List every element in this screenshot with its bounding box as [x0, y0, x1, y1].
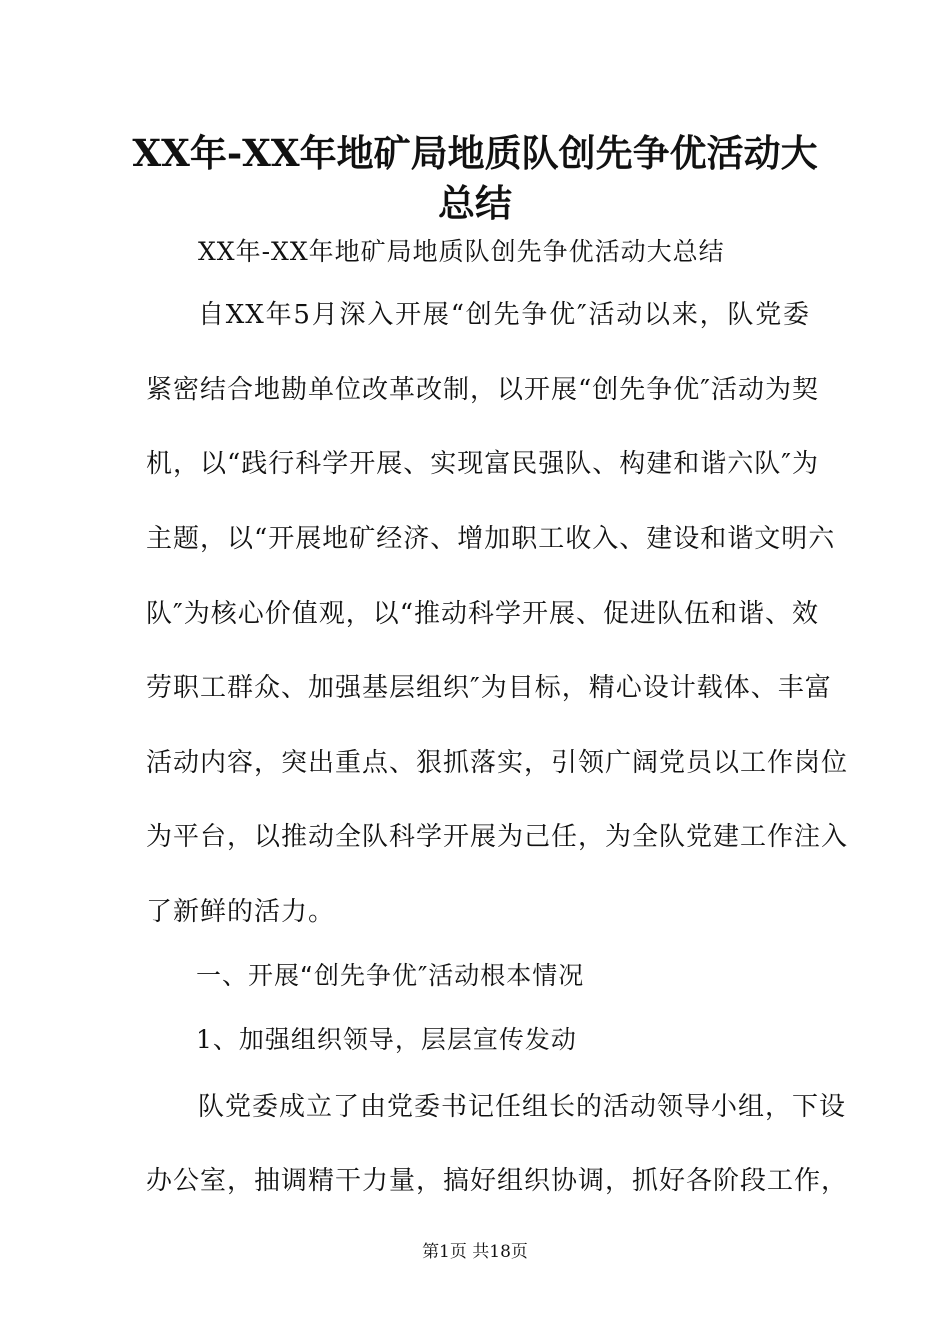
document-title-line-2: 总结	[438, 181, 512, 225]
paragraph-line: 了新鲜的活力。	[146, 897, 336, 927]
document-subtitle: XX年-XX年地矿局地质队创先争优活动大总结	[198, 237, 725, 266]
paragraph-line: 为平台，以推动全队科学开展为己任，为全队党建工作注入	[146, 822, 849, 852]
paragraph-line: 活动内容，突出重点、狠抓落实，引领广阔党员以工作岗位	[146, 748, 849, 778]
paragraph-line: 紧密结合地勘单位改革改制，以开展“创先争优″活动为契	[146, 375, 820, 405]
section-subheading: 1、加强组织领导，层层宣传发动	[196, 1025, 577, 1054]
document-title-line-1: XX年-XX年地矿局地质队创先争优活动大	[132, 131, 818, 175]
paragraph-line: 劳职工群众、加强基层组织″为目标，精心设计载体、丰富	[146, 673, 832, 703]
paragraph-line: 机，以“践行科学开展、实现富民强队、构建和谐六队″为	[146, 449, 820, 479]
paragraph-line: 办公室，抽调精干力量，搞好组织协调，抓好各阶段工作，	[146, 1166, 849, 1196]
section-heading: 一、开展“创先争优″活动根本情况	[196, 961, 585, 990]
paragraph-line: 队″为核心价值观，以“推动科学开展、促进队伍和谐、效	[146, 599, 820, 629]
paragraph-line: 队党委成立了由党委书记任组长的活动领导小组，下设	[198, 1092, 847, 1122]
paragraph-line: 主题，以“开展地矿经济、增加职工收入、建设和谐文明六	[146, 524, 836, 554]
page-footer: 第1页 共18页	[422, 1242, 528, 1262]
paragraph-line: 自XX年5月深入开展“创先争优″活动以来，队党委	[198, 300, 810, 330]
